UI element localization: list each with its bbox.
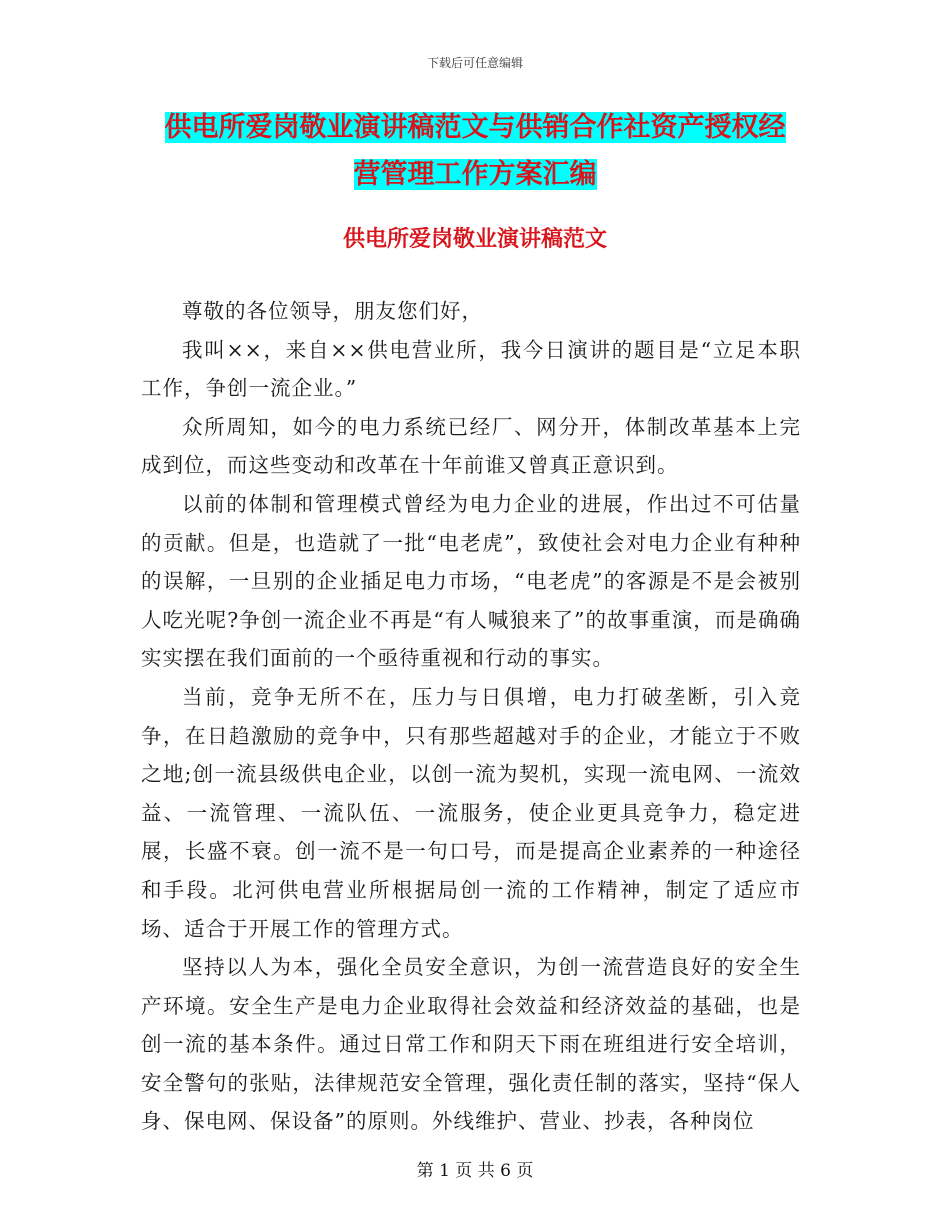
document-title-line1: 供电所爱岗敬业演讲稿范文与供销合作社资产授权经	[164, 112, 786, 143]
document-title	[140, 104, 810, 198]
paragraph: 以前的体制和管理模式曾经为电力企业的进展，作出过不可估量的贡献。但是，也造就了一批“电老虎”，致使社会对电力企业有种种的误解，一旦别的企业插足电力市场，“电老虎”的客源是不是会被别人吃光呢?争创一流企业不再是“有人喊狼来了”的故事重演，而是确确实实摆在我们面前的一个亟待重视和行动的事实。	[141, 491, 801, 671]
paragraph: 我叫××，来自××供电营业所，我今日演讲的题目是“立足本职工作，争创一流企业。”	[141, 337, 801, 401]
header-note: 下载后可任意编辑	[426, 56, 523, 70]
paragraph: 尊敬的各位领导，朋友您们好，	[182, 299, 483, 323]
document-body	[141, 292, 801, 1141]
paragraph: 众所周知，如今的电力系统已经厂、网分开，体制改革基本上完成到位，而这些变动和改革在十年前谁又曾真正意识到。	[141, 414, 801, 478]
section-title: 供电所爱岗敬业演讲稿范文	[342, 227, 607, 252]
document-title-line2: 营管理工作方案汇编	[353, 159, 597, 190]
page-number: 第 1 页 共 6 页	[416, 1161, 534, 1181]
paragraph: 坚持以人为本，强化全员安全意识，为创一流营造良好的安全生产环境。安全生产是电力企业取得社会效益和经济效益的基础，也是创一流的基本条件。通过日常工作和阴天下雨在班组进行安全培训，安全警句的张贴，法律规范安全管理，强化责任制的落实，坚持“保人身、保电网、保设备”的原则。外线维护、营业、抄表，各种岗位	[141, 955, 801, 1134]
paragraph: 当前，竞争无所不在，压力与日俱增，电力打破垄断，引入竞争，在日趋激励的竞争中，只有那些超越对手的企业，才能立于不败之地;创一流县级供电企业，以创一流为契机，实现一流电网、一流效益、一流管理、一流队伍、一流服务，使企业更具竞争力，稳定进展，长盛不衰。创一流不是一句口号，而是提高企业素养的一种途径和手段。北河供电营业所根据局创一流的工作精神，制定了适应市场、适合于开展工作的管理方式。	[141, 684, 801, 941]
